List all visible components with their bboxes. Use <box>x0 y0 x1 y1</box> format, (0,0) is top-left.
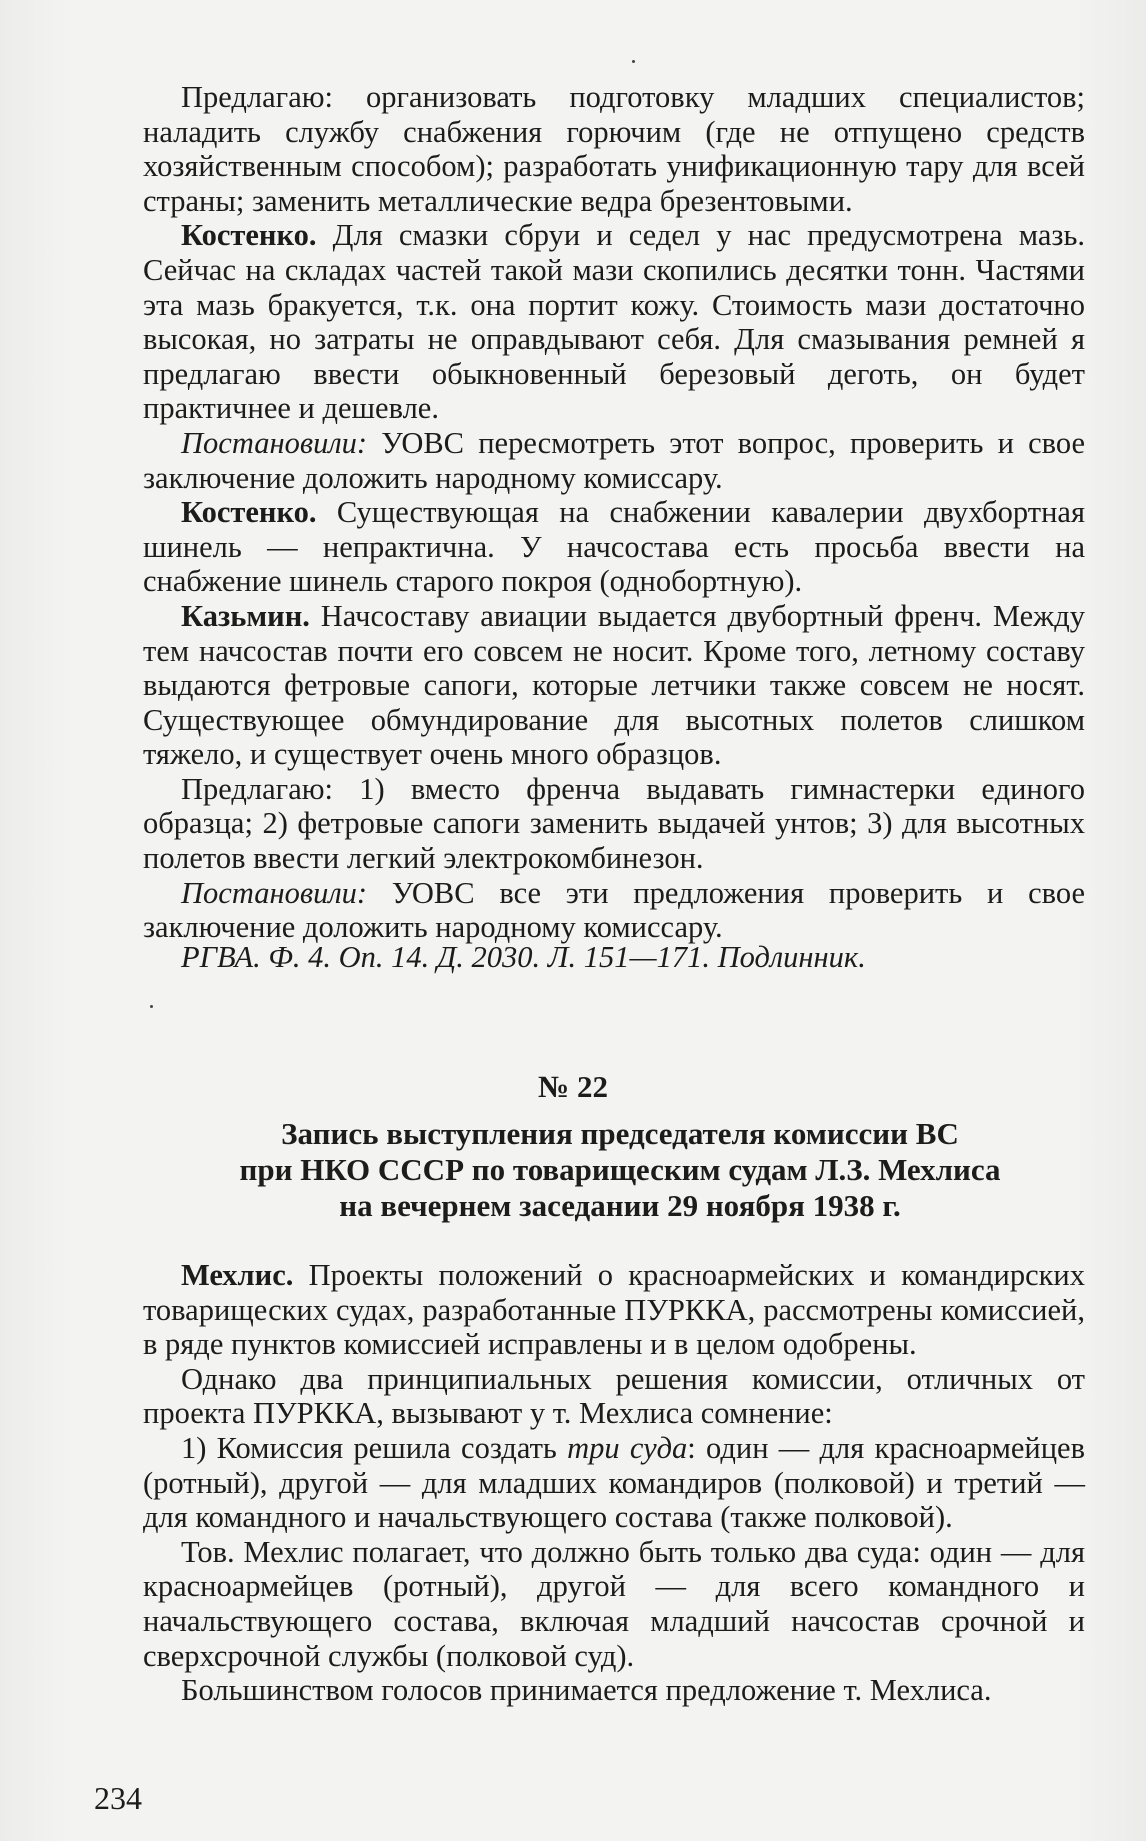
paragraph <box>143 876 1085 945</box>
paragraph-text: Проекты положений о красноармейских и командирских товарищеских судах, разработанные ПУРККА, рассмотрены комиссией, в ряде пунктов комиссией исправлены и в целом одобрены. <box>143 1258 1085 1362</box>
speaker-name: Костенко. <box>181 495 317 530</box>
print-speck <box>632 60 635 63</box>
resolution-label: Постановили: <box>181 875 368 910</box>
speaker-name: Костенко. <box>181 218 317 253</box>
paragraph-text: 1) Комиссия решила создать <box>181 1430 568 1465</box>
document-heading <box>160 1116 1080 1224</box>
paragraph-text: : один — для красноармейцев (ротный), другой — для младших командиров (полковой) и третий — для командного и начальствующего состава (также полковой). <box>143 1430 1085 1535</box>
print-speck <box>150 1005 153 1008</box>
paragraph <box>143 495 1085 599</box>
paragraph-text: Предлагаю: организовать подготовку младших специалистов; наладить службу снабжения горючим (где не отпущено средств хозяйственным способом); разработать унификационную тару для всей страны; заменить металлические ведра брезентовыми. <box>143 80 1085 218</box>
paragraph <box>143 1673 1085 1708</box>
paragraph-text: УОВС все эти предложения проверить и свое заключение доложить народному комиссару. <box>143 875 1085 945</box>
heading-line: на вечернем заседании 29 ноября 1938 г. <box>339 1188 901 1223</box>
paragraph <box>143 426 1085 495</box>
paragraph-text: Для смазки сбруи и седел у нас предусмотрена мазь. Сейчас на складах частей такой мази скопились десятки тонн. Частями эта мазь бракуется, т.к. она портит кожу. Стоимость мази достаточно высокая, но затраты не оправдывают себя. Для смазывания ремней я предлагаю ввести обыкновенный березовый деготь, он будет практичнее и дешевле. <box>143 218 1085 426</box>
page-number: 234 <box>94 1780 142 1816</box>
paragraph <box>143 772 1085 876</box>
paragraph-text: Начсоставу авиации выдается двубортный френч. Между тем начсостав почти его совсем не носит. Кроме того, летному составу выдаются фетровые сапоги, которые летчики также совсем не носят. Существующее обмундирование для высотных полетов слишком тяжело, и существует очень много образцов. <box>143 598 1085 772</box>
paragraph <box>143 1535 1085 1673</box>
resolution-label: Постановили: <box>181 425 368 460</box>
heading-line: Запись выступления председателя комиссии ВС <box>281 1116 959 1151</box>
paragraph <box>143 1258 1085 1362</box>
paragraph-text: Существующая на снабжении кавалерии двухбортная шинель — непрактична. У начсостава есть просьба ввести на снабжение шинель старого покроя (однобортную). <box>143 495 1085 599</box>
emphasis-text: три суда <box>567 1430 688 1465</box>
speaker-name: Казьмин. <box>181 598 310 633</box>
paragraph <box>143 218 1085 426</box>
paragraph-text: Предлагаю: 1) вместо френча выдавать гимнастерки единого образца; 2) фетровые сапоги заменить выдачей унтов; 3) для высотных полетов ввести легкий электрокомбинезон. <box>143 771 1085 876</box>
paragraph-text: Однако два принципиальных решения комиссии, отличных от проекта ПУРККА, вызывают у т. Мехлиса сомнение: <box>143 1361 1085 1431</box>
paragraph-text: УОВС пересмотреть этот вопрос, проверить и свое заключение доложить народному комиссару. <box>143 425 1085 495</box>
paragraph <box>143 1362 1085 1431</box>
text-block-top <box>143 80 1085 945</box>
text-block-bottom <box>143 1258 1085 1708</box>
document-number: № 22 <box>538 1069 608 1104</box>
heading-line: при НКО СССР по товарищеским судам Л.З. Мехлиса <box>239 1152 1001 1187</box>
archive-reference: РГВА. Ф. 4. Оп. 14. Д. 2030. Л. 151—171. Подлинник. <box>181 940 866 974</box>
paragraph-text: Большинством голосов принимается предложение т. Мехлиса. <box>181 1673 992 1708</box>
paragraph <box>143 1431 1085 1535</box>
paragraph <box>143 599 1085 772</box>
speaker-name: Мехлис. <box>181 1258 294 1292</box>
paragraph <box>143 80 1085 218</box>
paragraph-text: Тов. Мехлис полагает, что должно быть только два суда: один — для красноармейцев (ротный), другой — для всего командного и начальствующего состава, включая младший начсостав срочной и сверхсрочной службы (полковой суд). <box>143 1534 1085 1673</box>
